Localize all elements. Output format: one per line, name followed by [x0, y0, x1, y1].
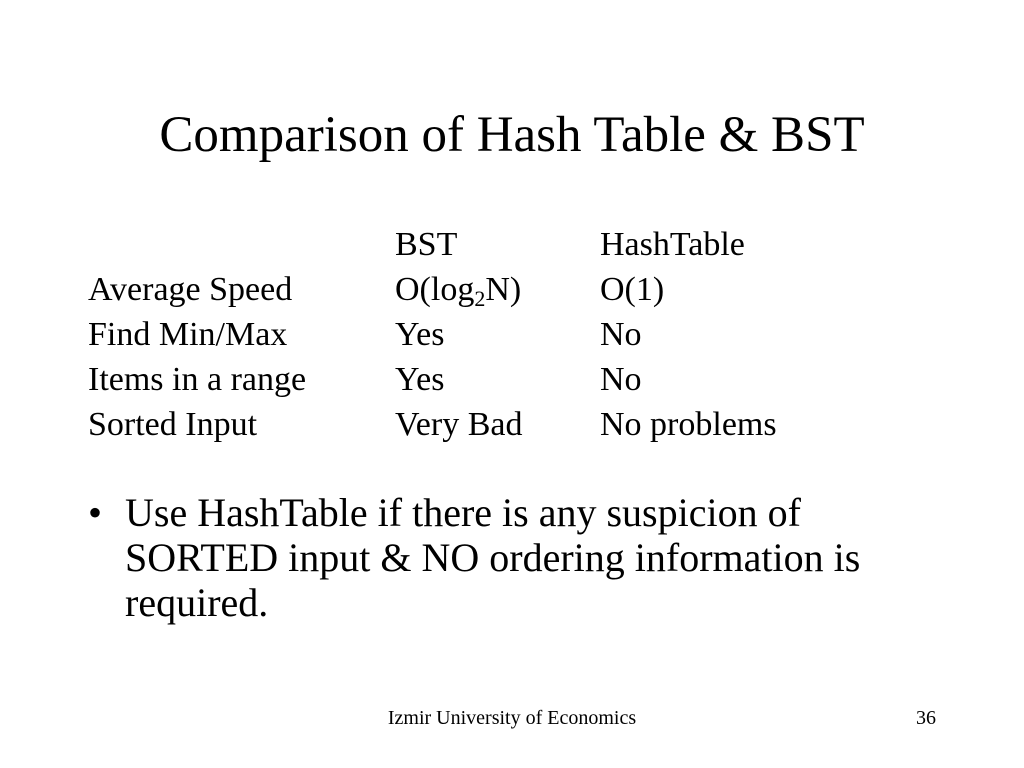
page-number: 36: [916, 707, 936, 729]
comparison-table: [0, 222, 1024, 447]
hashtable-value: No: [600, 361, 642, 398]
footer-text: Izmir University of Economics: [387, 707, 637, 729]
bst-value: [395, 267, 521, 312]
bullet-marker: [88, 490, 118, 535]
bst-value-after: N): [485, 271, 522, 308]
row-label: Items in a range: [88, 361, 307, 398]
table-header-row: [0, 222, 1024, 267]
table-row: [0, 357, 1024, 402]
row-label: Average Speed: [88, 271, 293, 308]
header-bst: BST: [395, 226, 458, 263]
slide-title: Comparison of Hash Table & BST: [159, 107, 865, 163]
row-label: Sorted Input: [88, 406, 258, 443]
row-label: Find Min/Max: [88, 316, 288, 353]
bst-value: Yes: [395, 316, 445, 353]
table-row: [0, 312, 1024, 357]
bst-value: Yes: [395, 361, 445, 398]
bst-value-before: O(log: [395, 271, 475, 308]
hashtable-value: O(1): [600, 271, 665, 308]
bullet-text: Use HashTable if there is any suspicion of SORTED input & NO ordering information is required.: [125, 490, 861, 625]
table-row: [0, 267, 1024, 312]
bst-value-subscript: 2: [474, 286, 486, 311]
header-hashtable: HashTable: [600, 226, 745, 263]
bst-value: Very Bad: [395, 406, 523, 443]
hashtable-value: No: [600, 316, 642, 353]
hashtable-value: No problems: [600, 406, 777, 443]
table-row: [0, 402, 1024, 447]
